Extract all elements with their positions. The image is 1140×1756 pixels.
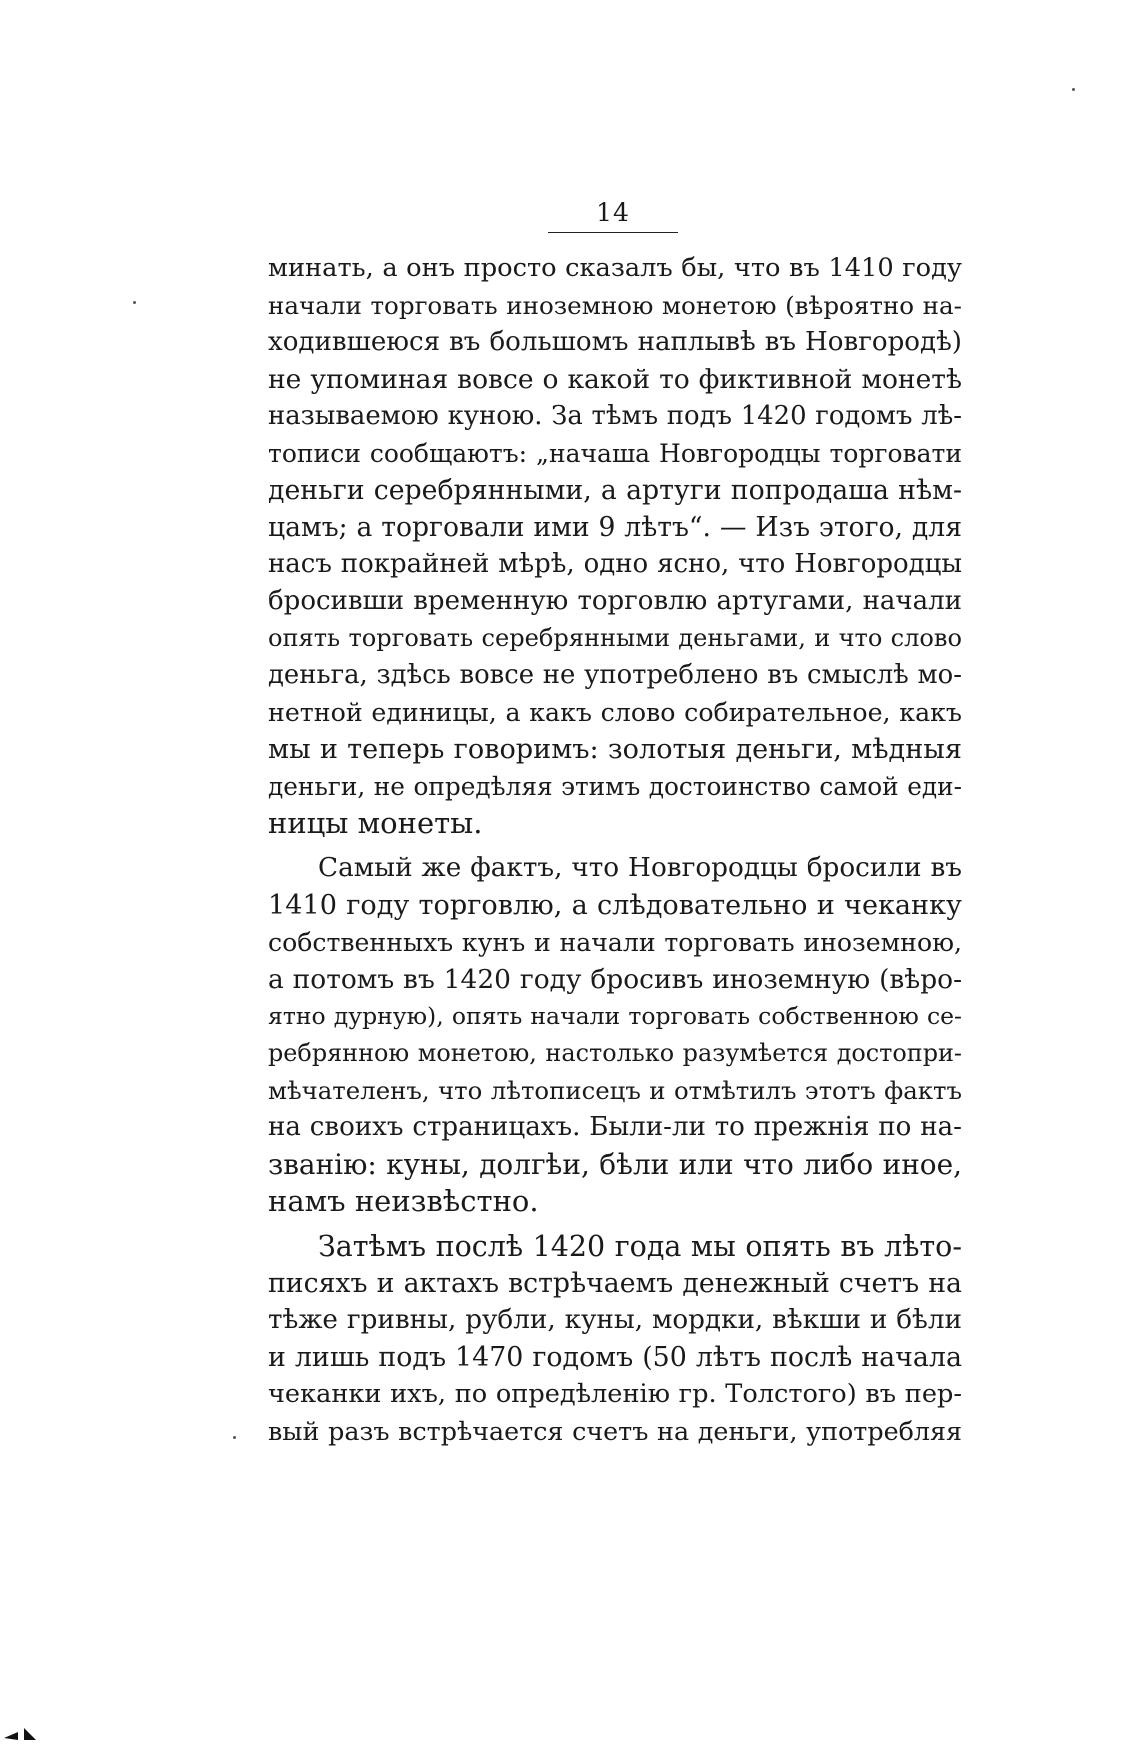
text-line: а потомъ въ 1420 году бросивъ иноземную (вѣро- [268, 964, 962, 995]
text-line: званію: куны, долгѣи, бѣли или что либо иное, [268, 1148, 962, 1181]
text-line: ятно дурную), опять начали торговать собственною се- [268, 1002, 962, 1030]
text-line: бросивши временную торговлю артугами, начали [268, 586, 962, 616]
text-line: начали торговать иноземною монетою (вѣроятно на- [268, 291, 962, 320]
text-line: называемою куною. За тѣмъ подъ 1420 годомъ лѣ- [268, 401, 962, 431]
text-line: ходившеюся въ большомъ наплывѣ въ Новгородѣ) [268, 327, 962, 357]
body-text [268, 250, 962, 1450]
text-line: не упоминая вовсе о какой то фиктивной монетѣ [268, 364, 962, 395]
text-line: 1410 году торговлю, а слѣдовательно и чеканку [268, 890, 962, 921]
text-line: Затѣмъ послѣ 1420 года мы опять въ лѣто- [318, 1230, 962, 1263]
text-line: мѣчателенъ, что лѣтописецъ и отмѣтилъ этотъ фактъ [268, 1076, 962, 1105]
text-line: чеканки ихъ, по опредѣленію гр. Толстого) въ пер- [268, 1379, 962, 1409]
text-line: писяхъ и актахъ встрѣчаемъ денежный счетъ на [268, 1268, 962, 1299]
text-line: и лишь подъ 1470 годомъ (50 лѣтъ послѣ начала [268, 1342, 962, 1373]
text-line: Самый же фактъ, что Новгородцы бросили въ [318, 853, 962, 883]
text-line: ницы монеты. [268, 806, 483, 840]
page-number-rule [548, 232, 678, 233]
paragraph [268, 250, 962, 842]
text-line: тѣже гривны, рубли, куны, мордки, вѣкши и бѣли [268, 1305, 962, 1335]
text-line: деньга, здѣсь вовсе не употреблено въ смыслѣ мо- [268, 660, 962, 690]
text-line: собственныхъ кунъ и начали торговать иноземною, [268, 928, 962, 957]
text-line: нетной единицы, а какъ слово собирательное, какъ [268, 698, 962, 727]
text-line: мы и теперь говоримъ: золотыя деньги, мѣдныя [268, 734, 962, 765]
text-line: деньги, не опредѣляя этимъ достоинство самой еди- [268, 772, 962, 801]
text-line: на своихъ страницахъ. Были-ли то прежнія по на- [268, 1112, 962, 1142]
paragraph [268, 1228, 962, 1450]
text-line: цамъ; а торговали ими 9 лѣтъ“. — Изъ этого, для [268, 512, 962, 543]
text-line: вый разъ встрѣчается счетъ на деньги, употребляя [268, 1416, 962, 1446]
margin-speck [133, 301, 136, 304]
text-line: тописи сообщаютъ: „начаша Новгородцы торговати [268, 439, 962, 468]
text-line: деньги серебрянными, а артуги попродаша нѣм- [268, 475, 962, 506]
text-line: намъ неизвѣстно. [268, 1184, 539, 1218]
text-line: минать, а онъ просто сказалъ бы, что въ 1410 году [268, 253, 962, 283]
paragraph [268, 850, 962, 1220]
text-line: опять торговать серебрянными деньгами, и что слово [268, 624, 962, 652]
margin-speck [1072, 88, 1075, 91]
text-line: ребрянною монетою, настолько разумѣется достопри- [268, 1039, 962, 1067]
text-line: насъ покрайней мѣрѣ, одно ясно, что Новгородцы [268, 549, 962, 579]
margin-speck [233, 1436, 236, 1439]
page-number: 14 [596, 198, 630, 227]
scan-corner-mark [4, 1726, 60, 1742]
